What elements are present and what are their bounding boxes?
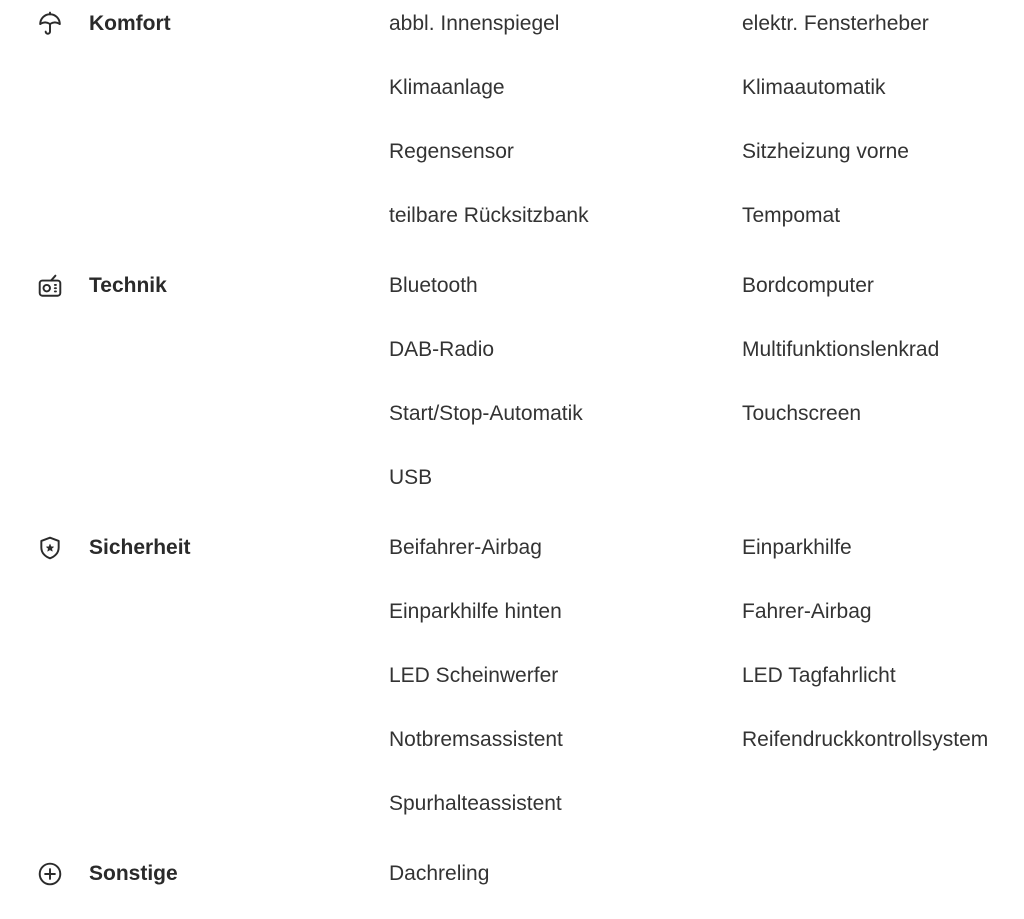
- feature-item: Fahrer-Airbag: [742, 600, 872, 623]
- feature-item: Start/Stop-Automatik: [389, 402, 583, 425]
- feature-item: Bordcomputer: [742, 274, 874, 297]
- feature-item: Dachreling: [389, 862, 490, 885]
- feature-item: abbl. Innenspiegel: [389, 12, 560, 35]
- umbrella-icon: [37, 11, 63, 37]
- feature-item: DAB-Radio: [389, 338, 495, 361]
- category-title: Sonstige: [89, 862, 178, 885]
- feature-item: Klimaanlage: [389, 76, 505, 99]
- feature-item: LED Tagfahrlicht: [742, 664, 896, 687]
- feature-item: Klimaautomatik: [742, 76, 886, 99]
- feature-item: Regensensor: [389, 140, 514, 163]
- feature-item: LED Scheinwerfer: [389, 664, 559, 687]
- plus-circle-icon: [37, 861, 63, 887]
- category-title: Technik: [89, 274, 167, 297]
- feature-item: elektr. Fensterheber: [742, 12, 929, 35]
- radio-icon: [37, 273, 63, 299]
- feature-item: Touchscreen: [742, 402, 862, 425]
- feature-item: Multifunktionslenkrad: [742, 338, 940, 361]
- feature-item: Tempomat: [742, 204, 841, 227]
- feature-item: USB: [389, 466, 433, 489]
- feature-item: Einparkhilfe: [742, 536, 852, 559]
- feature-item: teilbare Rücksitzbank: [389, 204, 589, 227]
- category-title: Sicherheit: [89, 536, 191, 559]
- feature-item: Sitzheizung vorne: [742, 140, 909, 163]
- feature-item: Reifendruckkontrollsystem: [742, 728, 989, 751]
- feature-item: Spurhalteassistent: [389, 792, 562, 815]
- shield-icon: [37, 535, 63, 561]
- feature-item: Einparkhilfe hinten: [389, 600, 562, 623]
- feature-item: Bluetooth: [389, 274, 478, 297]
- feature-item: Beifahrer-Airbag: [389, 536, 542, 559]
- feature-item: Notbremsassistent: [389, 728, 563, 751]
- category-title: Komfort: [89, 12, 171, 35]
